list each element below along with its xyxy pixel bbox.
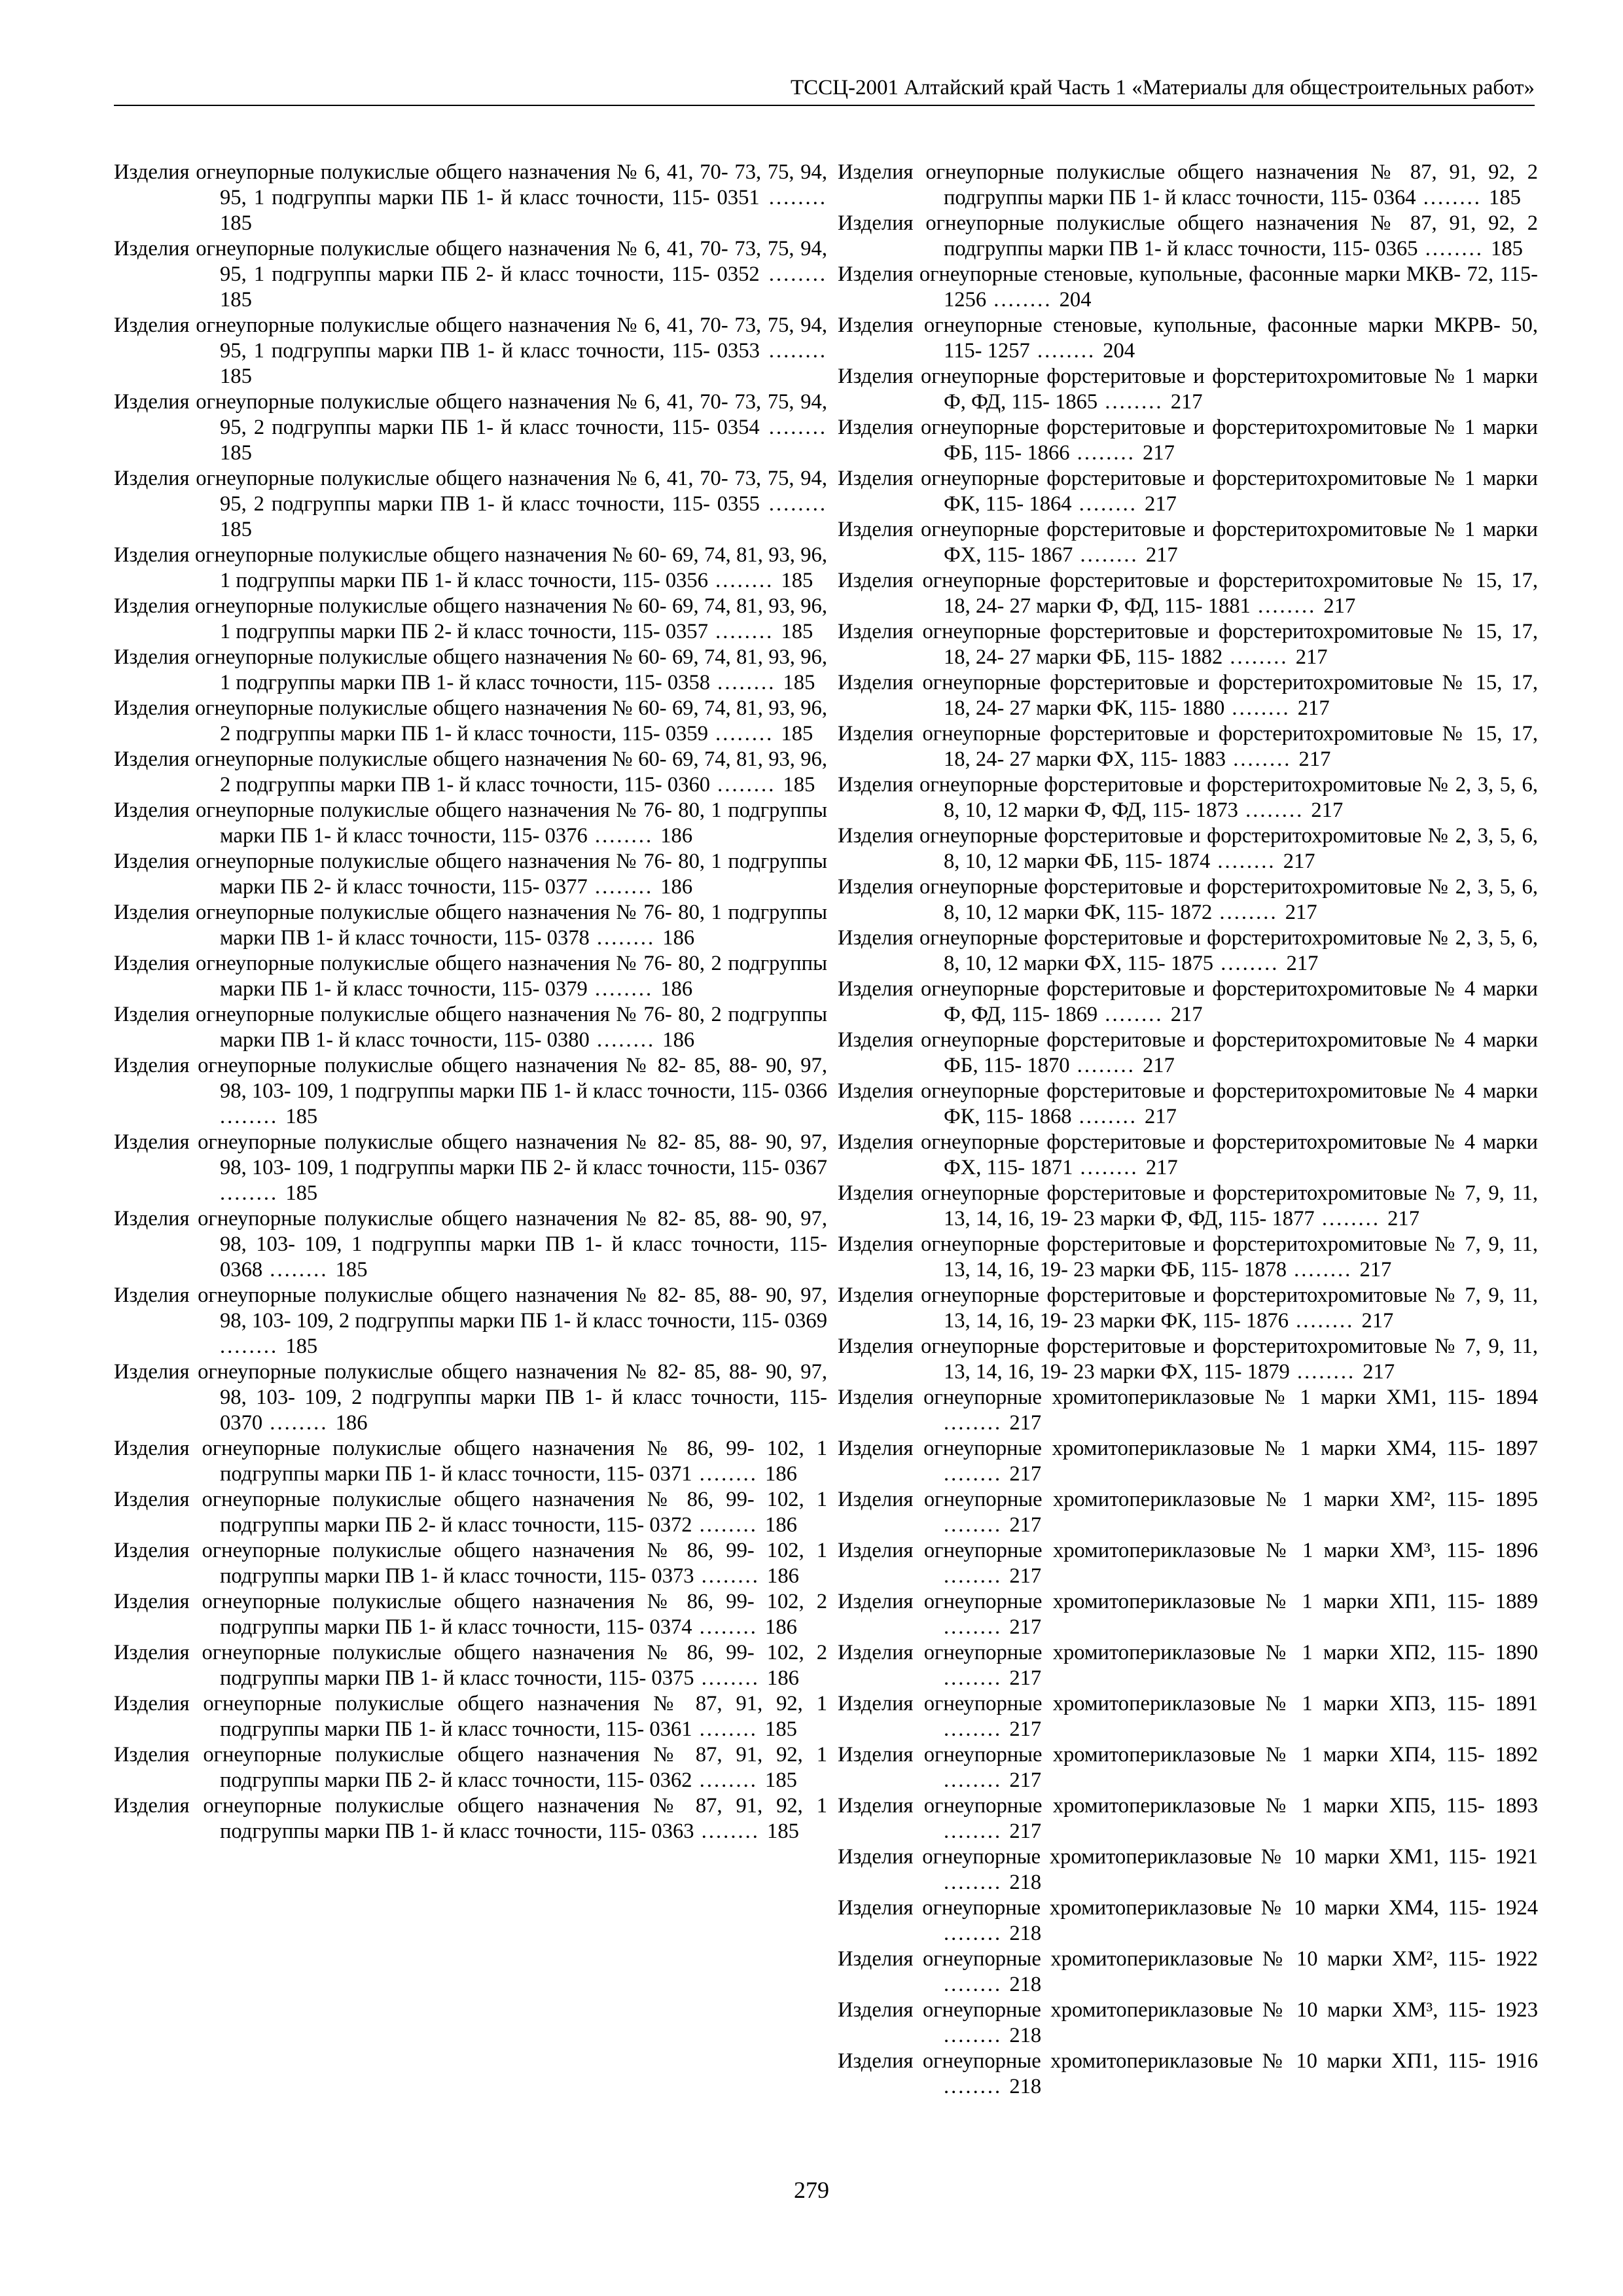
index-entry-page: 204 [1059,288,1092,312]
index-entry-page: 218 [1009,2024,1042,2047]
index-entry [838,1895,1538,1946]
index-entry-page: 185 [220,441,252,465]
index-entry-page: 217 [1009,1513,1042,1537]
index-entry [114,1283,827,1359]
index-entry-page: 186 [662,1028,695,1052]
index-entry [114,645,827,696]
index-entry-page: 186 [765,1615,797,1639]
index-entry [838,160,1538,211]
leader-dots: ........ [587,875,661,899]
index-entry-page: 217 [1143,441,1175,465]
index-entry-text: Изделия огнеупорные полукислые общего назначения № 60- 69, 74, 81, 93, 96, 2 подгруппы марки ПВ 1- й класс точности, 115- 0360 [114,747,827,797]
leader-dots: ........ [944,1871,1010,1894]
index-entry-page: 186 [660,824,693,848]
index-entry-text: Изделия огнеупорные хромитопериклазовые № 10 марки ХП1, 115- 1916 [838,2049,1538,2073]
index-entry [838,262,1538,313]
index-entry-page: 185 [781,722,813,745]
index-entry [114,1130,827,1206]
leader-dots: ........ [1314,1207,1388,1230]
index-column-left [114,160,827,1844]
index-entry [838,1844,1538,1895]
leader-dots: ........ [759,262,827,286]
index-entry [114,1053,827,1130]
index-entry [838,1793,1538,1844]
index-entry-page: 217 [1009,1717,1042,1741]
index-entry [838,1589,1538,1640]
index-entry [838,211,1538,262]
index-entry-page: 186 [335,1411,368,1435]
leader-dots: ........ [759,339,827,363]
index-entry-text: Изделия огнеупорные форстеритовые и форстеритохромитовые № 2, 3, 5, 6, 8, 10, 12 марки ФХ, 115- 1875 [838,926,1538,975]
index-entry-page: 218 [1009,2075,1042,2098]
index-entry-text: Изделия огнеупорные полукислые общего назначения № 76- 80, 1 подгруппы марки ПБ 1- й класс точности, 115- 0376 [114,798,827,848]
index-entry-page: 185 [220,518,252,541]
leader-dots: ........ [589,926,663,950]
leader-dots: ........ [944,1973,1010,1996]
leader-dots: ........ [1226,747,1299,771]
index-entry [838,364,1538,415]
index-entry-page: 186 [660,875,693,899]
index-entry-text: Изделия огнеупорные хромитопериклазовые № 1 марки ХП1, 115- 1889 [838,1590,1538,1613]
index-entry [114,236,827,313]
index-entry [114,1002,827,1053]
index-entry-page: 217 [1009,1564,1042,1588]
index-entry-text: Изделия огнеупорные полукислые общего назначения № 60- 69, 74, 81, 93, 96, 1 подгруппы марки ПБ 1- й класс точности, 115- 0356 [114,543,827,592]
index-entry [114,1640,827,1691]
index-entry-text: Изделия огнеупорные форстеритовые и форстеритохромитовые № 15, 17, 18, 24- 27 марки ФХ, 115- 1883 [838,722,1538,771]
leader-dots: ........ [759,416,827,439]
index-entry [838,1436,1538,1487]
index-entry [114,1206,827,1283]
leader-dots: ........ [944,1922,1010,1945]
index-entry [838,1691,1538,1742]
index-entry [114,798,827,849]
leader-dots: ........ [694,1666,768,1690]
index-entry [114,594,827,645]
index-entry-text: Изделия огнеупорные полукислые общего назначения № 76- 80, 1 подгруппы марки ПБ 2- й класс точности, 115- 0377 [114,850,827,899]
index-entry-page: 185 [335,1258,368,1282]
index-entry-page: 217 [1387,1207,1419,1230]
index-entry-text: Изделия огнеупорные полукислые общего назначения № 82- 85, 88- 90, 97, 98, 103- 109, 2 подгруппы марки ПВ 1- й класс точности, 115- 0370 [114,1360,827,1435]
index-entry-text: Изделия огнеупорные форстеритовые и форстеритохромитовые № 2, 3, 5, 6, 8, 10, 12 марки ФБ, 115- 1874 [838,824,1538,873]
index-entry-page: 217 [1009,1820,1042,1843]
page-number: 279 [794,2177,829,2203]
index-entry-text: Изделия огнеупорные форстеритовые и форстеритохромитовые № 1 марки ФХ, 115- 1867 [838,518,1538,567]
index-entry-page: 217 [1145,492,1177,516]
index-entry [114,1359,827,1436]
index-entry-text: Изделия огнеупорные полукислые общего назначения № 6, 41, 70- 73, 75, 94, 95, 2 подгруппы марки ПВ 1- й класс точности, 115- 0355 [114,467,827,516]
index-entry-text: Изделия огнеупорные полукислые общего назначения № 76- 80, 2 подгруппы марки ПВ 1- й класс точности, 115- 0380 [114,1003,827,1052]
index-entry [114,1742,827,1793]
leader-dots: ........ [759,186,827,209]
leader-dots: ........ [589,1028,663,1052]
index-entry [838,1232,1538,1283]
index-entry-text: Изделия огнеупорные полукислые общего назначения № 82- 85, 88- 90, 97, 98, 103- 109, 1 подгруппы марки ПБ 1- й класс точности, 115- 0366 [114,1054,827,1103]
index-entry-text: Изделия огнеупорные полукислые общего назначения № 86, 99- 102, 2 подгруппы марки ПБ 1- й класс точности, 115- 0374 [114,1590,827,1639]
leader-dots: ........ [944,1513,1010,1537]
index-entry-page: 217 [1286,952,1319,975]
index-entry-page: 185 [783,671,815,694]
index-entry-page: 204 [1103,339,1135,363]
index-entry [114,900,827,951]
index-entry [838,1079,1538,1130]
index-entry-page: 217 [1285,901,1317,924]
leader-dots: ........ [708,722,781,745]
index-entry-text: Изделия огнеупорные полукислые общего назначения № 87, 91, 92, 2 подгруппы марки ПВ 1- й класс точности, 115- 0365 [838,211,1538,260]
leader-dots: ........ [1287,1258,1360,1282]
index-entry [838,415,1538,466]
index-entry-page: 217 [1009,1462,1042,1486]
index-entry-text: Изделия огнеупорные хромитопериклазовые № 1 марки ХП2, 115- 1890 [838,1641,1538,1664]
leader-dots: ........ [944,2024,1010,2047]
index-entry-text: Изделия огнеупорные хромитопериклазовые № 10 марки ХМ³, 115- 1923 [838,1998,1538,2022]
index-entry-page: 217 [1009,1666,1042,1690]
index-entry-text: Изделия огнеупорные полукислые общего назначения № 86, 99- 102, 1 подгруппы марки ПБ 1- й класс точности, 115- 0371 [114,1437,827,1486]
index-entry-page: 185 [783,773,815,797]
index-entry-page: 186 [765,1513,797,1537]
leader-dots: ........ [220,1105,286,1128]
index-entry-text: Изделия огнеупорные форстеритовые и форстеритохромитовые № 15, 17, 18, 24- 27 марки ФБ, 115- 1882 [838,620,1538,669]
index-entry-text: Изделия огнеупорные форстеритовые и форстеритохромитовые № 1 марки Ф, ФД, 115- 1865 [838,365,1538,414]
index-entry-text: Изделия огнеупорные полукислые общего назначения № 82- 85, 88- 90, 97, 98, 103- 109, 2 подгруппы марки ПБ 1- й класс точности, 115- 0369 [114,1283,827,1333]
index-entry-text: Изделия огнеупорные полукислые общего назначения № 76- 80, 2 подгруппы марки ПБ 1- й класс точности, 115- 0379 [114,952,827,1001]
index-entry-text: Изделия огнеупорные форстеритовые и форстеритохромитовые № 7, 9, 11, 13, 14, 16, 19- 23 марки ФБ, 115- 1878 [838,1232,1538,1282]
leader-dots: ........ [694,1820,768,1843]
index-entry-page: 186 [662,926,695,950]
leader-dots: ........ [1073,1156,1146,1179]
index-entry-page: 185 [765,1717,797,1741]
leader-dots: ........ [692,1717,766,1741]
leader-dots: ........ [1029,339,1103,363]
index-entry-text: Изделия огнеупорные хромитопериклазовые № 10 марки ХМ², 115- 1922 [838,1947,1538,1971]
index-entry-text: Изделия огнеупорные полукислые общего назначения № 82- 85, 88- 90, 97, 98, 103- 109, 1 подгруппы марки ПБ 2- й класс точности, 115- 0367 [114,1130,827,1179]
index-entry-text: Изделия огнеупорные полукислые общего назначения № 86, 99- 102, 2 подгруппы марки ПВ 1- й класс точности, 115- 0375 [114,1641,827,1690]
index-entry-text: Изделия огнеупорные полукислые общего назначения № 6, 41, 70- 73, 75, 94, 95, 1 подгруппы марки ПБ 2- й класс точности, 115- 0352 [114,237,827,286]
index-entry [114,747,827,798]
leader-dots: ........ [220,1335,286,1358]
index-entry [114,1436,827,1487]
leader-dots: ........ [944,1717,1010,1741]
index-entry-text: Изделия огнеупорные полукислые общего назначения № 60- 69, 74, 81, 93, 96, 2 подгруппы марки ПБ 1- й класс точности, 115- 0359 [114,696,827,745]
leader-dots: ........ [692,1768,766,1792]
index-entry-text: Изделия огнеупорные полукислые общего назначения № 6, 41, 70- 73, 75, 94, 95, 2 подгруппы марки ПБ 1- й класс точности, 115- 0354 [114,390,827,439]
leader-dots: ........ [220,1181,286,1205]
leader-dots: ........ [587,977,661,1001]
leader-dots: ........ [694,1564,768,1588]
index-entry-text: Изделия огнеупорные полукислые общего назначения № 87, 91, 92, 2 подгруппы марки ПБ 1- й класс точности, 115- 0364 [838,160,1538,209]
index-entry [114,466,827,543]
index-entry [114,160,827,236]
leader-dots: ........ [1289,1309,1362,1333]
index-entry-text: Изделия огнеупорные форстеритовые и форстеритохромитовые № 2, 3, 5, 6, 8, 10, 12 марки Ф, ФД, 115- 1873 [838,773,1538,822]
index-entry-page: 217 [1359,1258,1392,1282]
leader-dots: ........ [944,1462,1010,1486]
index-entry-page: 217 [1145,1105,1177,1128]
index-entry-page: 185 [220,365,252,388]
leader-dots: ........ [1071,1105,1145,1128]
index-entry-text: Изделия огнеупорные форстеритовые и форстеритохромитовые № 1 марки ФК, 115- 1864 [838,467,1538,516]
index-entry-text: Изделия огнеупорные форстеритовые и форстеритохромитовые № 4 марки ФБ, 115- 1870 [838,1028,1538,1077]
leader-dots: ........ [1224,696,1298,720]
index-entry-text: Изделия огнеупорные форстеритовые и форстеритохромитовые № 1 марки ФБ, 115- 1866 [838,416,1538,465]
index-entry-page: 217 [1170,1003,1203,1026]
index-entry-text: Изделия огнеупорные форстеритовые и форстеритохромитовые № 7, 9, 11, 13, 14, 16, 19- 23 марки Ф, ФД, 115- 1877 [838,1181,1538,1230]
index-entry-page: 217 [1009,1411,1042,1435]
index-entry [838,517,1538,568]
index-entry-text: Изделия огнеупорные полукислые общего назначения № 87, 91, 92, 1 подгруппы марки ПБ 2- й класс точности, 115- 0362 [114,1743,827,1792]
leader-dots: ........ [944,2075,1010,2098]
index-entry [114,313,827,389]
index-entry [838,1742,1538,1793]
index-entry-text: Изделия огнеупорные хромитопериклазовые № 10 марки ХМ1, 115- 1921 [838,1845,1538,1869]
index-entry [838,568,1538,619]
leader-dots: ........ [944,1615,1010,1639]
index-entry-text: Изделия огнеупорные стеновые, купольные, фасонные марки МКРВ- 50, 115- 1257 [838,314,1538,363]
index-entry [838,977,1538,1028]
leader-dots: ........ [1289,1360,1363,1384]
index-entry-page: 185 [781,569,813,592]
leader-dots: ........ [944,1768,1010,1792]
index-entry [838,1640,1538,1691]
index-entry-text: Изделия огнеупорные хромитопериклазовые № 1 марки ХП3, 115- 1891 [838,1692,1538,1715]
index-entry-text: Изделия огнеупорные хромитопериклазовые № 10 марки ХМ4, 115- 1924 [838,1896,1538,1920]
index-entry [838,1181,1538,1232]
index-entry-page: 185 [1489,186,1521,209]
index-entry-page: 217 [1363,1360,1395,1384]
leader-dots: ........ [1210,850,1283,873]
index-entry-page: 217 [1143,1054,1175,1077]
leader-dots: ........ [1069,1054,1143,1077]
leader-dots: ........ [1069,441,1143,465]
index-entry-page: 218 [1009,1973,1042,1996]
index-entry [838,1334,1538,1385]
leader-dots: ........ [944,1564,1010,1588]
index-entry-text: Изделия огнеупорные хромитопериклазовые № 1 марки ХМ1, 115- 1894 [838,1386,1538,1409]
leader-dots: ........ [1071,492,1145,516]
index-entry-text: Изделия огнеупорные форстеритовые и форстеритохромитовые № 4 марки Ф, ФД, 115- 1869 [838,977,1538,1026]
index-entry-text: Изделия огнеупорные полукислые общего назначения № 86, 99- 102, 1 подгруппы марки ПБ 2- й класс точности, 115- 0372 [114,1488,827,1537]
index-entry [114,543,827,594]
index-entry-text: Изделия огнеупорные хромитопериклазовые № 1 марки ХМ³, 115- 1896 [838,1539,1538,1562]
index-entry-page: 217 [1311,798,1344,822]
index-entry-text: Изделия огнеупорные форстеритовые и форстеритохромитовые № 15, 17, 18, 24- 27 марки Ф, ФД, 115- 1881 [838,569,1538,618]
index-entry-text: Изделия огнеупорные форстеритовые и форстеритохромитовые № 4 марки ФК, 115- 1868 [838,1079,1538,1128]
index-entry-text: Изделия огнеупорные полукислые общего назначения № 76- 80, 1 подгруппы марки ПВ 1- й класс точности, 115- 0378 [114,901,827,950]
leader-dots: ........ [692,1615,766,1639]
index-entry-text: Изделия огнеупорные стеновые, купольные, фасонные марки МКВ- 72, 115- 1256 [838,262,1538,312]
leader-dots: ........ [587,824,661,848]
index-entry-text: Изделия огнеупорные хромитопериклазовые № 1 марки ХМ², 115- 1895 [838,1488,1538,1511]
index-entry-text: Изделия огнеупорные полукислые общего назначения № 87, 91, 92, 1 подгруппы марки ПВ 1- й класс точности, 115- 0363 [114,1794,827,1843]
leader-dots: ........ [708,569,781,592]
index-entry-page: 217 [1009,1615,1042,1639]
index-entry [838,925,1538,977]
index-entry [838,823,1538,874]
index-entry [838,1283,1538,1334]
running-header: ТССЦ-2001 Алтайский край Часть 1 «Материалы для общестроительных работ» [114,71,1535,106]
leader-dots: ........ [1073,543,1146,567]
index-entry [838,313,1538,364]
index-entry [114,696,827,747]
index-entry-page: 217 [1298,747,1331,771]
leader-dots: ........ [708,620,781,643]
index-entry [114,951,827,1002]
leader-dots: ........ [944,1411,1010,1435]
index-entry-page: 186 [765,1462,797,1486]
leader-dots: ........ [1418,237,1491,260]
index-entry-page: 217 [1009,1768,1042,1792]
leader-dots: ........ [262,1411,336,1435]
index-entry-text: Изделия огнеупорные форстеритовые и форстеритохромитовые № 7, 9, 11, 13, 14, 16, 19- 23 марки ФК, 115- 1876 [838,1283,1538,1333]
index-entry [838,670,1538,721]
index-entry [114,1691,827,1742]
index-entry-page: 185 [285,1105,318,1128]
index-entry-page: 185 [285,1335,318,1358]
index-entry-text: Изделия огнеупорные форстеритовые и форстеритохромитовые № 15, 17, 18, 24- 27 марки ФК, 115- 1880 [838,671,1538,720]
index-entry [114,1793,827,1844]
index-entry-page: 185 [1491,237,1523,260]
index-entry-page: 185 [220,288,252,312]
leader-dots: ........ [759,492,827,516]
index-entry-text: Изделия огнеупорные полукислые общего назначения № 6, 41, 70- 73, 75, 94, 95, 1 подгруппы марки ПБ 1- й класс точности, 115- 0351 [114,160,827,209]
leader-dots: ........ [1212,901,1285,924]
leader-dots: ........ [692,1462,766,1486]
leader-dots: ........ [986,288,1060,312]
index-entry-page: 217 [1145,1156,1178,1179]
index-entry [838,1385,1538,1436]
index-entry-page: 217 [1323,594,1356,618]
index-entry [114,849,827,900]
index-entry-text: Изделия огнеупорные форстеритовые и форстеритохромитовые № 4 марки ФХ, 115- 1871 [838,1130,1538,1179]
leader-dots: ........ [1250,594,1324,618]
index-entry-text: Изделия огнеупорные хромитопериклазовые № 1 марки ХМ4, 115- 1897 [838,1437,1538,1460]
index-entry-page: 218 [1009,1871,1042,1894]
index-entry [114,389,827,466]
index-entry-text: Изделия огнеупорные хромитопериклазовые № 1 марки ХП4, 115- 1892 [838,1743,1538,1767]
leader-dots: ........ [710,671,783,694]
index-entry-page: 217 [1145,543,1178,567]
index-entry [838,1538,1538,1589]
index-entry [114,1487,827,1538]
index-entry-page: 186 [767,1564,799,1588]
index-entry-text: Изделия огнеупорные полукислые общего назначения № 82- 85, 88- 90, 97, 98, 103- 109, 1 подгруппы марки ПВ 1- й класс точности, 115- 0368 [114,1207,827,1282]
index-entry [838,2049,1538,2100]
index-entry-page: 185 [767,1820,799,1843]
index-entry-text: Изделия огнеупорные полукислые общего назначения № 6, 41, 70- 73, 75, 94, 95, 1 подгруппы марки ПВ 1- й класс точности, 115- 0353 [114,314,827,363]
index-entry [838,772,1538,823]
index-entry-page: 185 [765,1768,797,1792]
leader-dots: ........ [1416,186,1489,209]
index-entry [838,466,1538,517]
index-entry-page: 217 [1297,696,1330,720]
index-entry [838,874,1538,925]
leader-dots: ........ [710,773,783,797]
leader-dots: ........ [1238,798,1311,822]
index-entry [114,1538,827,1589]
index-entry [114,1589,827,1640]
leader-dots: ........ [262,1258,336,1282]
index-entry-page: 186 [767,1666,799,1690]
index-entry-page: 218 [1009,1922,1042,1945]
index-entry-page: 217 [1170,390,1203,414]
index-entry [838,1946,1538,1998]
index-entry [838,619,1538,670]
leader-dots: ........ [1213,952,1287,975]
index-entry [838,1998,1538,2049]
index-entry-page: 185 [220,211,252,235]
leader-dots: ........ [944,1820,1010,1843]
index-entry-page: 217 [1361,1309,1394,1333]
index-entry-text: Изделия огнеупорные полукислые общего назначения № 60- 69, 74, 81, 93, 96, 1 подгруппы марки ПВ 1- й класс точности, 115- 0358 [114,645,827,694]
leader-dots: ........ [944,1666,1010,1690]
index-entry [838,1028,1538,1079]
leader-dots: ........ [1222,645,1296,669]
index-entry-text: Изделия огнеупорные полукислые общего назначения № 86, 99- 102, 1 подгруппы марки ПВ 1- й класс точности, 115- 0373 [114,1539,827,1588]
leader-dots: ........ [692,1513,766,1537]
leader-dots: ........ [1097,390,1171,414]
index-entry-page: 217 [1295,645,1328,669]
leader-dots: ........ [1097,1003,1171,1026]
index-entry [838,1130,1538,1181]
index-entry-text: Изделия огнеупорные хромитопериклазовые № 1 марки ХП5, 115- 1893 [838,1794,1538,1818]
index-entry-text: Изделия огнеупорные форстеритовые и форстеритохромитовые № 2, 3, 5, 6, 8, 10, 12 марки ФК, 115- 1872 [838,875,1538,924]
index-entry-text: Изделия огнеупорные полукислые общего назначения № 60- 69, 74, 81, 93, 96, 1 подгруппы марки ПБ 2- й класс точности, 115- 0357 [114,594,827,643]
index-column-right [838,160,1538,2100]
index-entry [838,721,1538,772]
index-entry-page: 185 [781,620,813,643]
index-entry-text: Изделия огнеупорные полукислые общего назначения № 87, 91, 92, 1 подгруппы марки ПБ 1- й класс точности, 115- 0361 [114,1692,827,1741]
index-entry [838,1487,1538,1538]
index-entry-text: Изделия огнеупорные форстеритовые и форстеритохромитовые № 7, 9, 11, 13, 14, 16, 19- 23 марки ФХ, 115- 1879 [838,1335,1538,1384]
index-entry-page: 186 [660,977,693,1001]
index-entry-page: 217 [1283,850,1315,873]
index-entry-page: 185 [285,1181,318,1205]
